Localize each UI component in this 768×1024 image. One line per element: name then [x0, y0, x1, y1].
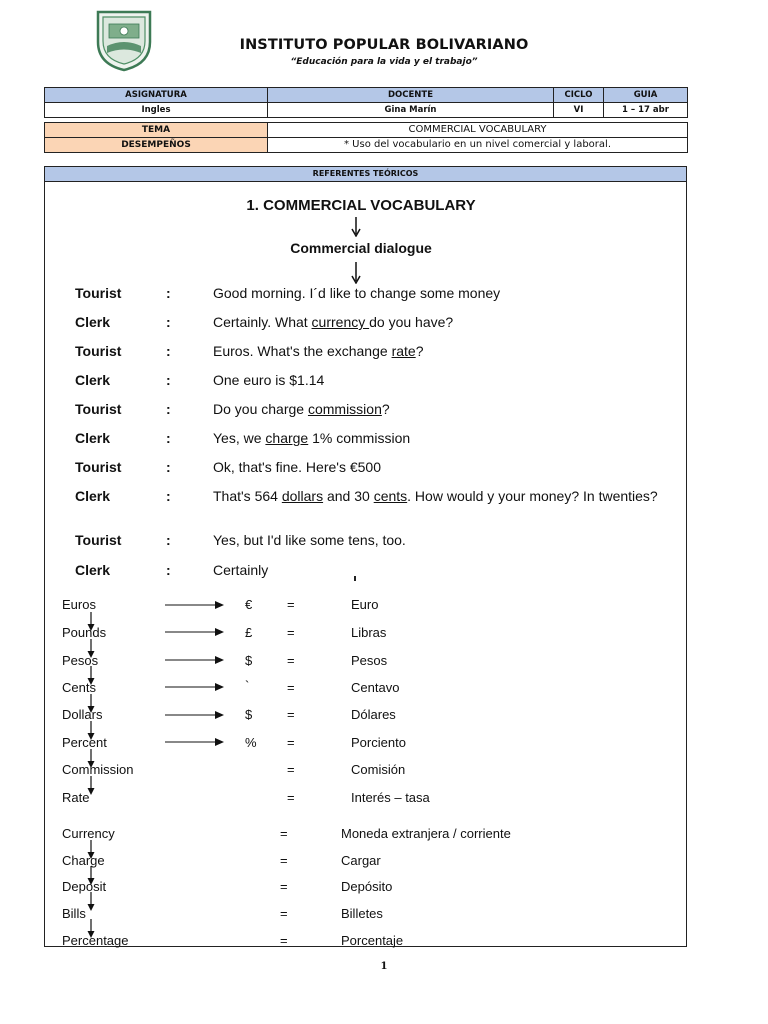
vocab-word: Percentage — [62, 933, 129, 948]
vocab-word: Pesos — [62, 653, 99, 668]
vocab-translation: Interés – tasa — [351, 790, 430, 805]
desempenos-row — [45, 138, 688, 153]
vocab-equals: = — [287, 790, 295, 805]
speaker: Tourist — [75, 401, 122, 417]
vocab-equals: = — [280, 933, 288, 948]
vocab-word: Commission — [62, 762, 134, 777]
line-text-part: ? — [381, 401, 390, 417]
line-text — [213, 431, 663, 446]
colon: : — [166, 459, 171, 475]
speaker: Tourist — [75, 459, 122, 475]
line-text-part: Certainly — [213, 562, 269, 578]
line-text — [213, 344, 663, 359]
vocab-translation: Billetes — [341, 906, 383, 921]
header-ciclo: CICLO — [554, 88, 604, 103]
line-text-part: Euros. What's the exchange — [213, 343, 392, 359]
speaker: Clerk — [75, 488, 111, 504]
vocab-word: Rate — [62, 790, 90, 805]
vocab-underline: cents — [373, 488, 408, 504]
speaker: Clerk — [75, 430, 111, 446]
line-text — [213, 402, 663, 417]
value-asignatura: Ingles — [45, 103, 268, 118]
line-text-part: One euro is $1.14 — [213, 372, 325, 388]
desempenos-value: * Uso del vocabulario en un nivel comercial y laboral. — [268, 138, 688, 153]
vocab-equals: = — [280, 906, 288, 921]
vocab-translation: Moneda extranjera / corriente — [341, 826, 511, 841]
vocab-equals: = — [287, 735, 295, 750]
vocab-underline: rate — [391, 343, 416, 359]
vocab-translation: Pesos — [351, 653, 388, 668]
value-ciclo: VI — [554, 103, 604, 118]
vocab-symbol: $ — [245, 653, 253, 668]
referentes-header: REFERENTES TEÓRICOS — [44, 166, 687, 182]
colon: : — [166, 401, 171, 417]
vocab-translation: Comisión — [351, 762, 406, 777]
line-text — [213, 489, 663, 504]
line-text-part: Do you charge — [213, 401, 308, 417]
colon: : — [166, 562, 171, 578]
vocab-equals: = — [280, 853, 288, 868]
vocab-symbol: £ — [245, 625, 253, 640]
vocab-translation: Porciento — [351, 735, 406, 750]
speaker: Clerk — [75, 314, 111, 330]
line-text — [213, 315, 663, 330]
vocab-translation: Cargar — [341, 853, 381, 868]
line-text — [213, 373, 663, 388]
page-number: 1 — [380, 961, 388, 972]
vocab-word: Percent — [62, 735, 107, 750]
arrow-right-icon — [165, 737, 225, 747]
vocab-equals: = — [287, 625, 295, 640]
vocab-symbol: % — [245, 735, 257, 750]
tema-table — [44, 122, 688, 153]
section-subheading: Commercial dialogue — [290, 240, 432, 256]
arrow-right-icon — [165, 710, 225, 720]
line-text — [213, 533, 663, 548]
colon: : — [166, 430, 171, 446]
line-text-part: Ok, that's fine. Here's €500 — [213, 459, 381, 475]
speaker: Clerk — [75, 372, 111, 388]
vocab-translation: Porcentaje — [341, 933, 404, 948]
header-docente: DOCENTE — [268, 88, 554, 103]
vocab-underline: currency — [311, 314, 370, 330]
vocab-equals: = — [280, 826, 288, 841]
vocab-translation: Libras — [351, 625, 387, 640]
vocab-word: Charge — [62, 853, 105, 868]
stray-mark — [354, 576, 356, 581]
school-motto: “Educación para la vida y el trabajo” — [290, 57, 478, 67]
vocab-translation: Centavo — [351, 680, 400, 695]
speaker: Clerk — [75, 562, 111, 578]
colon: : — [166, 488, 171, 504]
line-text-part: . How would y your money? In twenties? — [407, 488, 658, 504]
colon: : — [166, 532, 171, 548]
vocab-symbol: € — [245, 597, 253, 612]
vocab-word: Deposit — [62, 879, 107, 894]
vocab-equals: = — [287, 762, 295, 777]
info-table — [44, 87, 688, 118]
value-docente: Gina Marín — [268, 103, 554, 118]
vocab-word: Pounds — [62, 625, 107, 640]
vocab-equals: = — [287, 653, 295, 668]
value-guia: 1 – 17 abr — [604, 103, 688, 118]
line-text-part: and 30 — [323, 488, 374, 504]
tema-row — [45, 123, 688, 138]
vocab-underline: commission — [307, 401, 382, 417]
line-text — [213, 563, 663, 578]
vocab-word: Cents — [62, 680, 96, 695]
vocab-symbol: $ — [245, 707, 253, 722]
line-text-part: Yes, we — [213, 430, 266, 446]
vocab-equals: = — [287, 707, 295, 722]
header-asignatura: ASIGNATURA — [45, 88, 268, 103]
line-text-part: 1% commission — [308, 430, 411, 446]
vocab-word: Dollars — [62, 707, 103, 722]
tema-value: COMMERCIAL VOCABULARY — [268, 123, 688, 138]
line-text-part: That's 564 — [213, 488, 282, 504]
vocab-word: Euros — [62, 597, 96, 612]
vocab-word: Bills — [62, 906, 86, 921]
arrow-right-icon — [165, 627, 225, 637]
line-text-part: Yes, but I'd like some tens, too. — [213, 532, 406, 548]
line-text — [213, 286, 663, 301]
arrow-down-icon — [351, 217, 361, 237]
header-guia: GUIA — [604, 88, 688, 103]
line-text-part: do you have? — [369, 314, 454, 330]
vocab-symbol: ` — [245, 678, 250, 693]
arrow-down-icon — [87, 892, 95, 912]
vocab-word: Currency — [62, 826, 115, 841]
vocab-underline: charge — [265, 430, 309, 446]
line-text-part: Good morning. I´d like to change some money — [213, 285, 501, 301]
vocab-translation: Depósito — [341, 879, 393, 894]
section-heading: 1. COMMERCIAL VOCABULARY — [246, 197, 476, 214]
line-text-part: ? — [415, 343, 424, 359]
vocab-translation: Dólares — [351, 707, 396, 722]
desempenos-label: DESEMPEÑOS — [45, 138, 268, 153]
arrow-right-icon — [165, 655, 225, 665]
colon: : — [166, 285, 171, 301]
arrow-right-icon — [165, 600, 225, 610]
vocab-underline: dollars — [281, 488, 324, 504]
info-header-row — [45, 88, 688, 103]
vocab-equals: = — [287, 680, 295, 695]
school-title: INSTITUTO POPULAR BOLIVARIANO — [239, 37, 529, 53]
arrow-down-icon — [351, 262, 361, 284]
line-text — [213, 460, 663, 475]
colon: : — [166, 372, 171, 388]
speaker: Tourist — [75, 343, 122, 359]
colon: : — [166, 314, 171, 330]
info-value-row — [45, 103, 688, 118]
line-text-part: Certainly. What — [213, 314, 312, 330]
speaker: Tourist — [75, 532, 122, 548]
arrow-right-icon — [165, 682, 225, 692]
speaker: Tourist — [75, 285, 122, 301]
colon: : — [166, 343, 171, 359]
tema-label: TEMA — [45, 123, 268, 138]
vocab-equals: = — [280, 879, 288, 894]
vocab-translation: Euro — [351, 597, 379, 612]
vocab-equals: = — [287, 597, 295, 612]
